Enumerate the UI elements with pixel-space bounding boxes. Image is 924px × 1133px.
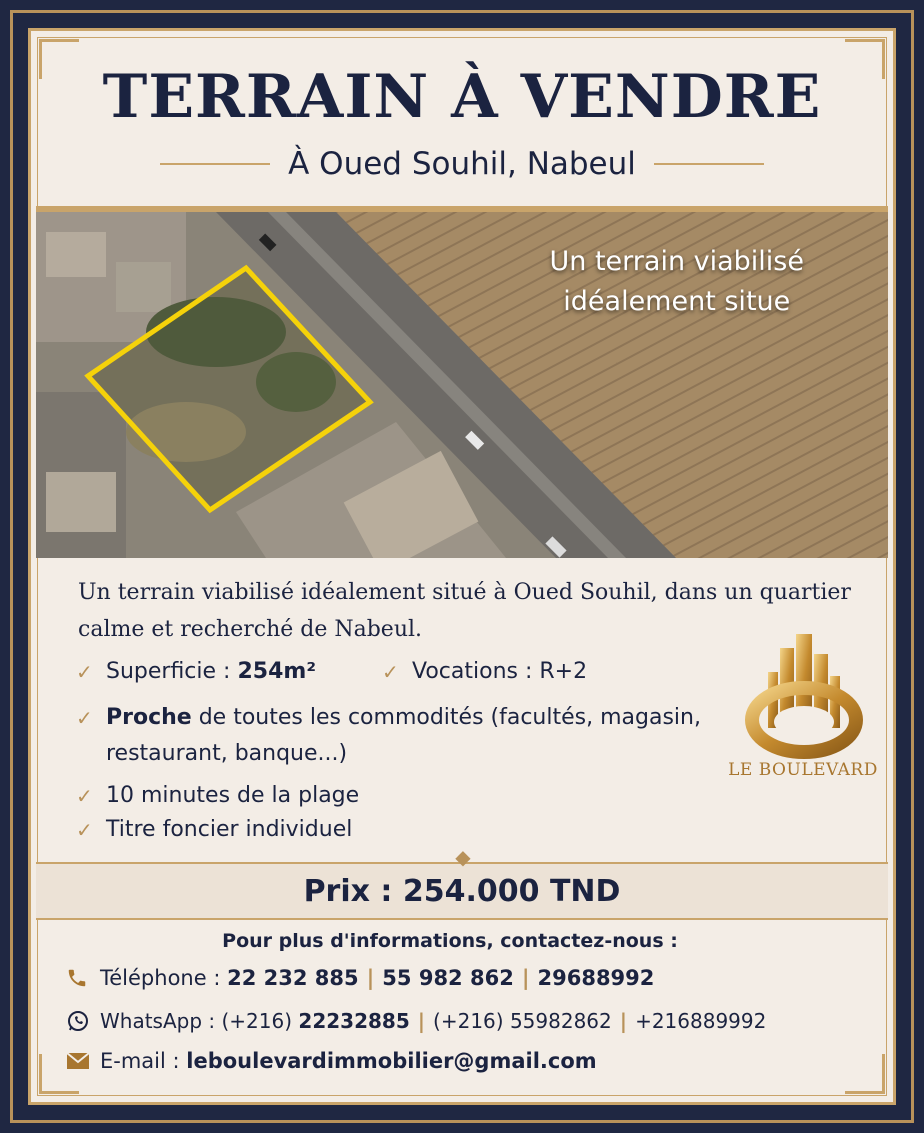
feature-proximity xyxy=(76,700,736,772)
phone-row xyxy=(66,966,654,990)
feature-text: 10 minutes de la plage xyxy=(106,783,360,808)
corner-ornament xyxy=(845,1054,885,1094)
whatsapp-label: WhatsApp : xyxy=(100,1009,216,1033)
location-subtitle: À Oued Souhil, Nabeul xyxy=(288,146,636,182)
divider xyxy=(654,163,764,165)
feature-text: de toutes les commodités (facultés, magasin, restaurant, banque...) xyxy=(106,705,701,766)
feature-text: Titre foncier individuel xyxy=(106,817,353,842)
feature-beach xyxy=(76,778,359,814)
feature-bold: Proche xyxy=(106,705,192,730)
subtitle-row xyxy=(0,144,924,184)
separator: | xyxy=(366,966,375,990)
contact-heading: Pour plus d'informations, contactez-nous : xyxy=(222,930,678,952)
description: Un terrain viabilisé idéalement situé à Oued Souhil, dans un quartier calme et recherché de Nabeul. xyxy=(78,580,851,642)
email-label: E-mail : xyxy=(100,1049,180,1073)
diamond-ornament-icon: ◆ xyxy=(455,845,471,869)
map-caption-line: idéalement situe xyxy=(563,286,791,317)
map-caption xyxy=(550,242,804,322)
separator: | xyxy=(521,966,530,990)
feature-text: Vocations : R+2 xyxy=(412,659,588,684)
check-icon: ✓ xyxy=(76,784,93,808)
envelope-icon xyxy=(66,1052,100,1070)
check-icon: ✓ xyxy=(382,660,399,684)
check-icon: ✓ xyxy=(76,660,93,684)
phone-icon xyxy=(66,967,100,989)
price-band xyxy=(36,862,888,920)
whatsapp-prefix: (+216) xyxy=(221,1009,293,1033)
email-address[interactable]: leboulevardimmobilier@gmail.com xyxy=(186,1049,597,1073)
whatsapp-number[interactable]: 22232885 xyxy=(298,1009,410,1033)
separator: | xyxy=(619,1009,628,1033)
phone-number[interactable]: 22 232 885 xyxy=(227,966,359,990)
price: Prix : 254.000 TND xyxy=(303,873,621,909)
phone-number[interactable]: 55 982 862 xyxy=(382,966,514,990)
feature-title-deed xyxy=(76,812,352,848)
whatsapp-row xyxy=(66,1009,766,1033)
page-title: TERRAIN À VENDRE xyxy=(102,62,822,132)
brand-name: LE BOULEVARD xyxy=(728,760,878,780)
phone-number[interactable]: 29688992 xyxy=(537,966,655,990)
whatsapp-icon xyxy=(66,1009,100,1033)
separator: | xyxy=(417,1009,426,1033)
aerial-map-image xyxy=(36,206,888,558)
feature-value: 254m² xyxy=(237,659,316,684)
email-row xyxy=(66,1049,597,1073)
whatsapp-number[interactable]: (+216) 55982862 xyxy=(433,1009,612,1033)
feature-label: Superficie : xyxy=(106,659,231,684)
check-icon: ✓ xyxy=(76,706,93,730)
phone-label: Téléphone : xyxy=(100,966,221,990)
map-caption-line: Un terrain viabilisé xyxy=(549,246,804,277)
check-icon: ✓ xyxy=(76,818,93,842)
feature-surface xyxy=(76,654,316,690)
feature-vocation xyxy=(382,654,587,690)
divider xyxy=(160,163,270,165)
whatsapp-number[interactable]: +216889992 xyxy=(635,1009,767,1033)
